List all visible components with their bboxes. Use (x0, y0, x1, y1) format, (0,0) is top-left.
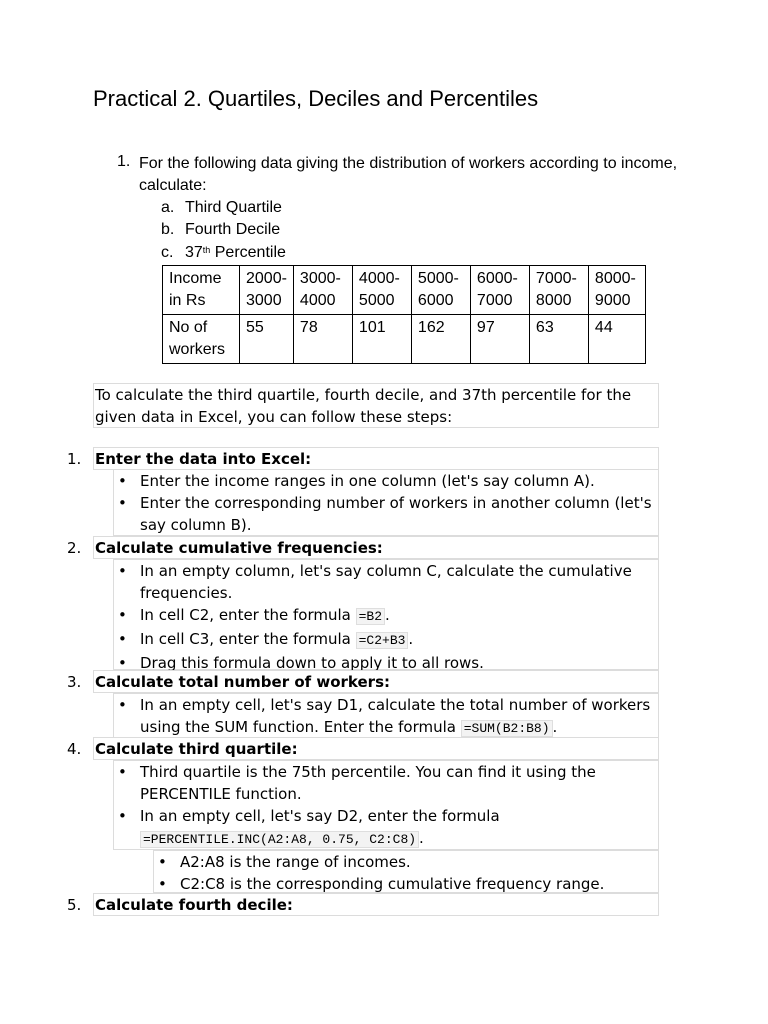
table-cell: 44 (588, 315, 645, 364)
part-c-label: c. (161, 244, 174, 261)
list-item: • In cell C3, enter the formula =C2+B3 . (118, 630, 414, 648)
step-heading: Calculate cumulative frequencies: (93, 536, 659, 559)
list-item: • Drag this formula down to apply it to all rows. (118, 654, 484, 672)
step-heading: Calculate total number of workers: (93, 670, 659, 693)
formula-code: =SUM(B2:B8) (461, 720, 553, 737)
step-number: 3. (67, 673, 82, 691)
table-cell: 97 (470, 315, 529, 364)
answer-intro: To calculate the third quartile, fourth decile, and 37th percentile for the given data in Excel, you can follow these steps: (93, 383, 659, 428)
table-cell: 6000-7000 (470, 266, 529, 315)
list-item: • In an empty column, let's say column C, calculate the cumulative frequencies. (118, 562, 632, 602)
table-cell: No of workers (163, 315, 240, 364)
part-b-label: b. (161, 221, 175, 238)
table-cell: 63 (529, 315, 588, 364)
table-row (163, 315, 646, 364)
step-number: 2. (67, 539, 82, 557)
step-body (113, 693, 659, 738)
list-item: • C2:C8 is the corresponding cumulative frequency range. (158, 875, 605, 893)
part-a-text: Third Quartile (185, 199, 282, 216)
step-number: 4. (67, 740, 82, 758)
table-cell: 7000-8000 (529, 266, 588, 315)
question-number: 1. (117, 153, 131, 170)
table-cell: 3000-4000 (293, 266, 352, 315)
list-item: • Enter the income ranges in one column (let's say column A). (118, 472, 595, 490)
formula-code: =C2+B3 (356, 632, 409, 649)
list-item: • In an empty cell, let's say D1, calculate the total number of workers using the SUM function. Enter the formula =SUM(B2:B8) . (118, 696, 651, 736)
step-body (113, 760, 659, 850)
part-a-label: a. (161, 199, 175, 216)
table-cell: 5000-6000 (411, 266, 470, 315)
table-cell: 78 (293, 315, 352, 364)
table-cell: 101 (352, 315, 411, 364)
table-cell: 55 (240, 315, 294, 364)
table-cell: 8000-9000 (588, 266, 645, 315)
step-number: 5. (67, 896, 82, 914)
step-heading: Calculate third quartile: (93, 737, 659, 760)
table-row (163, 266, 646, 315)
sub-step-body (153, 850, 659, 893)
formula-code: =B2 (356, 608, 385, 625)
table-cell: 162 (411, 315, 470, 364)
table-cell: Income in Rs (163, 266, 240, 315)
question-text: For the following data giving the distribution of workers according to income, calculate: (139, 155, 678, 194)
step-body (113, 559, 659, 670)
list-item: • Enter the corresponding number of workers in another column (let's say column B). (118, 494, 652, 534)
step-body (113, 469, 659, 536)
table-cell: 2000-3000 (240, 266, 294, 315)
list-item: • A2:A8 is the range of incomes. (158, 853, 411, 871)
list-item: • In an empty cell, let's say D2, enter the formula =PERCENTILE.INC(A2:A8, 0.75, C2:C8) . (118, 807, 500, 847)
income-table (162, 265, 646, 364)
part-b-text: Fourth Decile (185, 221, 281, 238)
list-item: • In cell C2, enter the formula =B2 . (118, 606, 390, 624)
step-heading: Calculate fourth decile: (93, 893, 659, 916)
part-c-text: 37th Percentile (185, 244, 286, 261)
list-item: • Third quartile is the 75th percentile. You can find it using the PERCENTILE function. (118, 763, 596, 803)
formula-code: =PERCENTILE.INC(A2:A8, 0.75, C2:C8) (140, 831, 419, 848)
table-cell: 4000-5000 (352, 266, 411, 315)
page-title: Practical 2. Quartiles, Deciles and Percentiles (93, 86, 539, 111)
step-heading: Enter the data into Excel: (93, 447, 659, 470)
step-number: 1. (67, 450, 82, 468)
